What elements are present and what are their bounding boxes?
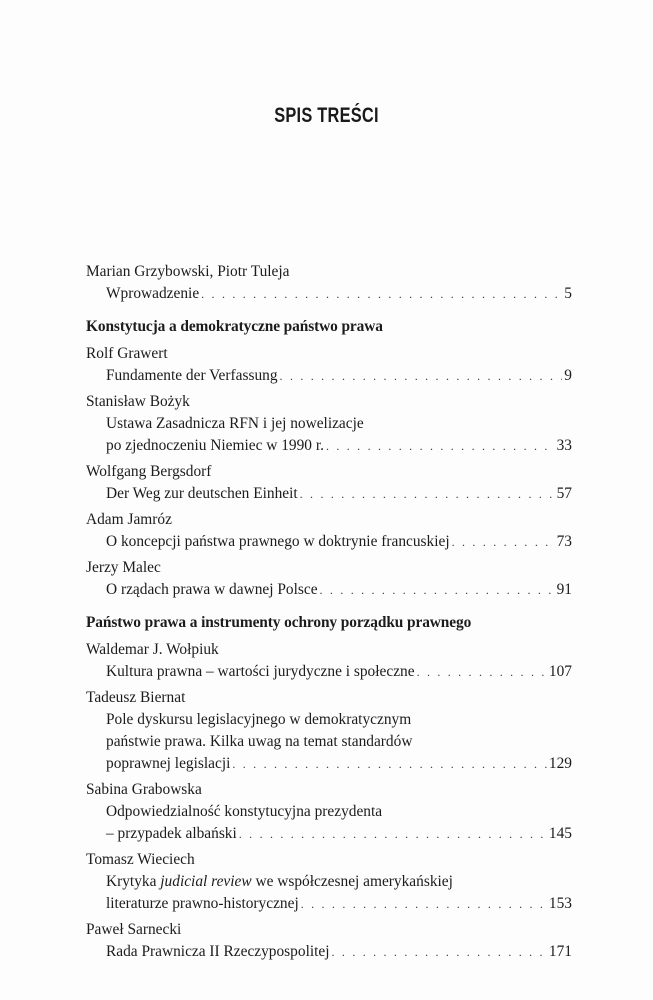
toc-author: Rolf Grawert	[86, 345, 168, 362]
toc-entry	[86, 461, 572, 505]
dot-leader	[417, 661, 547, 683]
toc-page-number: 73	[556, 533, 572, 550]
toc-entry	[86, 919, 572, 963]
toc-entry	[86, 849, 572, 915]
toc-page-number: 5	[564, 285, 572, 302]
toc-page-number: 33	[556, 437, 572, 454]
toc-title-row[interactable]	[86, 283, 572, 305]
toc-title-row[interactable]	[86, 483, 572, 505]
toc-title: O rządach prawa w dawnej Polsce	[106, 581, 318, 598]
toc-author: Stanisław Bożyk	[86, 393, 190, 410]
toc-title-line	[86, 871, 572, 893]
toc-author: Wolfgang Bergsdorf	[86, 463, 212, 480]
toc-title: Kultura prawna – wartości jurydyczne i społeczne	[106, 663, 415, 680]
toc-title-row[interactable]	[86, 531, 572, 553]
dot-leader	[201, 283, 562, 305]
dot-leader	[300, 483, 555, 505]
dot-leader	[320, 579, 555, 601]
toc-page-number: 107	[548, 663, 572, 680]
toc-title: O koncepcji państwa prawnego w doktrynie francuskiej	[106, 533, 450, 550]
toc-title-line: Ustawa Zasadnicza RFN i jej nowelizacje	[106, 415, 364, 432]
toc-title: – przypadek albański	[106, 825, 237, 842]
dot-leader	[239, 823, 547, 845]
toc-author: Paweł Sarnecki	[86, 921, 182, 938]
toc-title-row[interactable]	[86, 941, 572, 963]
toc-page-number: 9	[564, 367, 572, 384]
toc-entry	[86, 687, 572, 775]
toc-title-italic: judicial review	[160, 873, 252, 890]
toc-entry	[86, 391, 572, 457]
toc-author: Tomasz Wieciech	[86, 851, 195, 868]
toc-title-line: Pole dyskursu legislacyjnego w demokratycznym	[106, 711, 412, 728]
toc-author: Waldemar J. Wołpiuk	[86, 641, 219, 658]
toc-title: Wprowadzenie	[106, 285, 200, 302]
dot-leader	[326, 435, 555, 457]
table-of-contents	[86, 261, 572, 967]
toc-page-number: 91	[556, 581, 572, 598]
toc-title-row[interactable]	[86, 579, 572, 601]
toc-title-row[interactable]	[86, 661, 572, 683]
dot-leader	[452, 531, 555, 553]
dot-leader	[232, 753, 547, 775]
toc-entry	[86, 557, 572, 601]
toc-title: Fundamente der Verfassung	[106, 367, 278, 384]
dot-leader	[280, 365, 563, 387]
toc-page-number: 171	[548, 943, 572, 960]
toc-title-row[interactable]	[86, 823, 572, 845]
toc-title: poprawnej legislacji	[106, 755, 231, 772]
toc-title: Rada Prawnicza II Rzeczypospolitej	[106, 943, 330, 960]
toc-title: literaturze prawno-historycznej	[106, 895, 299, 912]
toc-title-text: we współczesnej amerykańskiej	[251, 873, 453, 890]
toc-page-number: 57	[556, 485, 572, 502]
toc-title-line: Odpowiedzialność konstytucyjna prezydenta	[106, 803, 383, 820]
toc-title-row[interactable]	[86, 435, 572, 457]
toc-title-line: państwie prawa. Kilka uwag na temat standardów	[106, 733, 413, 750]
page-title: SPIS TREŚCI	[274, 104, 379, 127]
section-heading: Państwo prawa a instrumenty ochrony porządku prawnego	[86, 614, 472, 631]
dot-leader	[301, 893, 547, 915]
toc-author: Adam Jamróz	[86, 511, 172, 528]
toc-entry	[86, 343, 572, 387]
toc-title-text: Krytyka	[106, 873, 161, 890]
toc-entry	[86, 261, 572, 305]
toc-title: po zjednoczeniu Niemiec w 1990 r.	[106, 437, 324, 454]
toc-author: Sabina Grabowska	[86, 781, 202, 798]
toc-page-number: 153	[548, 895, 572, 912]
section-heading: Konstytucja a demokratyczne państwo prawa	[86, 318, 383, 335]
toc-entry	[86, 779, 572, 845]
toc-entry	[86, 639, 572, 683]
toc-title-row[interactable]	[86, 365, 572, 387]
toc-author: Tadeusz Biernat	[86, 689, 186, 706]
toc-entry	[86, 509, 572, 553]
dot-leader	[332, 941, 547, 963]
toc-title-row[interactable]	[86, 753, 572, 775]
toc-author: Marian Grzybowski, Piotr Tuleja	[86, 263, 290, 280]
toc-page-number: 129	[548, 755, 572, 772]
toc-title: Der Weg zur deutschen Einheit	[106, 485, 298, 502]
toc-page-number: 145	[548, 825, 572, 842]
toc-title-row[interactable]	[86, 893, 572, 915]
toc-author: Jerzy Malec	[86, 559, 161, 576]
